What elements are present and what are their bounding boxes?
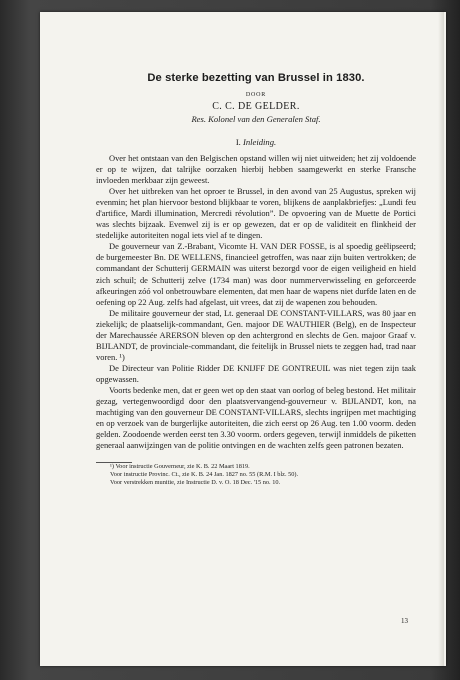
document-page (40, 12, 446, 666)
footnote: Voor instructie Provinc. Ct., zie K. B. 24 Jan. 1827 no. 55 (R.M. I blz. 50). (110, 471, 299, 479)
author-role: Res. Kolonel van den Generalen Staf. (191, 114, 321, 124)
page-edge-shadow (438, 12, 444, 666)
author-name: C. C. DE GELDER. (212, 101, 300, 112)
section-number: I. (235, 137, 241, 147)
paragraph: De gouverneur van Z.-Brabant, Vicomte H. VAN DER FOSSE, is al spoedig geëlipseerd; de burgemeester Bn. DE WELLENS, financieel getroffen, was naar zijn buiten vertrokken; de commandant der Schutterij GERMAIN was uiterst bezorgd voor de eigen veiligheid en hield zich schuil; de Schutterij zelve (1734 man) was door nummerverwisseling en geforceerde afkeuringen zóó vol onbetrouwbare elementen, dat men haar de wapens niet durfde laten en de oefening op 22 Aug. zelfs had afgelast, uit vrees, dat zij de wapenen zou behouden. (96, 241, 416, 307)
paragraph: Over het ontstaan van den Belgischen opstand willen wij niet uitweiden; het zij voldoende er op te wijzen, dat talrijke oorzaken hierbij hebben saamgewerkt en sterke Fransche invloeden merkbaar zijn geweest. (96, 153, 416, 186)
article-title: De sterke bezetting van Brussel in 1830. (147, 72, 365, 84)
page-number: 13 (401, 617, 408, 625)
byline-prefix: DOOR (245, 92, 267, 98)
page-content (96, 72, 416, 487)
section-title: Inleiding. (242, 137, 277, 147)
article-body (96, 153, 416, 451)
paragraph: De militaire gouverneur der stad, Lt. generaal DE CONSTANT-VILLARS, was 80 jaar en ziekelijk; de plaatselijk-commandant, Gen. majoor DE WAUTHIER (Belg), en de Inspecteur der Marechaussée ARERSON bleven op den achtergrond en slechts de Gen. majoor Graaf v. BIJLANDT, de provinciale-commandant, die feitelijk in Brussel niets te zeggen had, trad naar voren. ¹) (96, 307, 416, 362)
footnote: ¹) Voor instructie Gouverneur, zie K. B. 22 Maart 1819. (110, 463, 250, 471)
paragraph: De Directeur van Politie Ridder DE KNIJFF DE GONTREUIL was niet tegen zijn taak opgewassen. (96, 362, 416, 384)
paragraph: Over het uitbreken van het oproer te Brussel, in den avond van 25 Augustus, spreken wij evenmin; het plan hiervoor bestond blijkbaar te voren, blijkens de aanplakbriefjes: „Lundi feu d'artifice, Mardi illumination, Mercredi révolution”. De opvoering van de Muette de Portici was slechts bijzaak. Evenwel zij is er op gewezen, dat er op de validiteit en flinkheid der stedelijke autoriteiten nogal iets viel af te dingen. (96, 186, 416, 241)
footnote: Voor verstrekken munitie, zie Instructie D. v. O. 18 Dec. '15 no. 10. (110, 479, 281, 487)
paragraph: Voorts bedenke men, dat er geen wet op den staat van oorlog of beleg bestond. Het militair gezag, vertegenwoordigd door den plaatsvervangend-gouverneur v. BIJLANDT, kon, na machtiging van den gouverneur DE CONSTANT-VILLARS, slechts ingrijpen met machtiging en op verzoek van de burgerlijke autoriteiten, die zich eerst op 26 Aug. ten 1.00 voorm. deden gelden. Zoodoende werden eerst ten 3.30 voorm. orders gegeven, terwijl inmiddels de piketten generaal aanwijzingen van de politie ontvingen en de wachten zelfs geen patronen bezaten. (96, 384, 416, 451)
section-heading (96, 137, 416, 147)
